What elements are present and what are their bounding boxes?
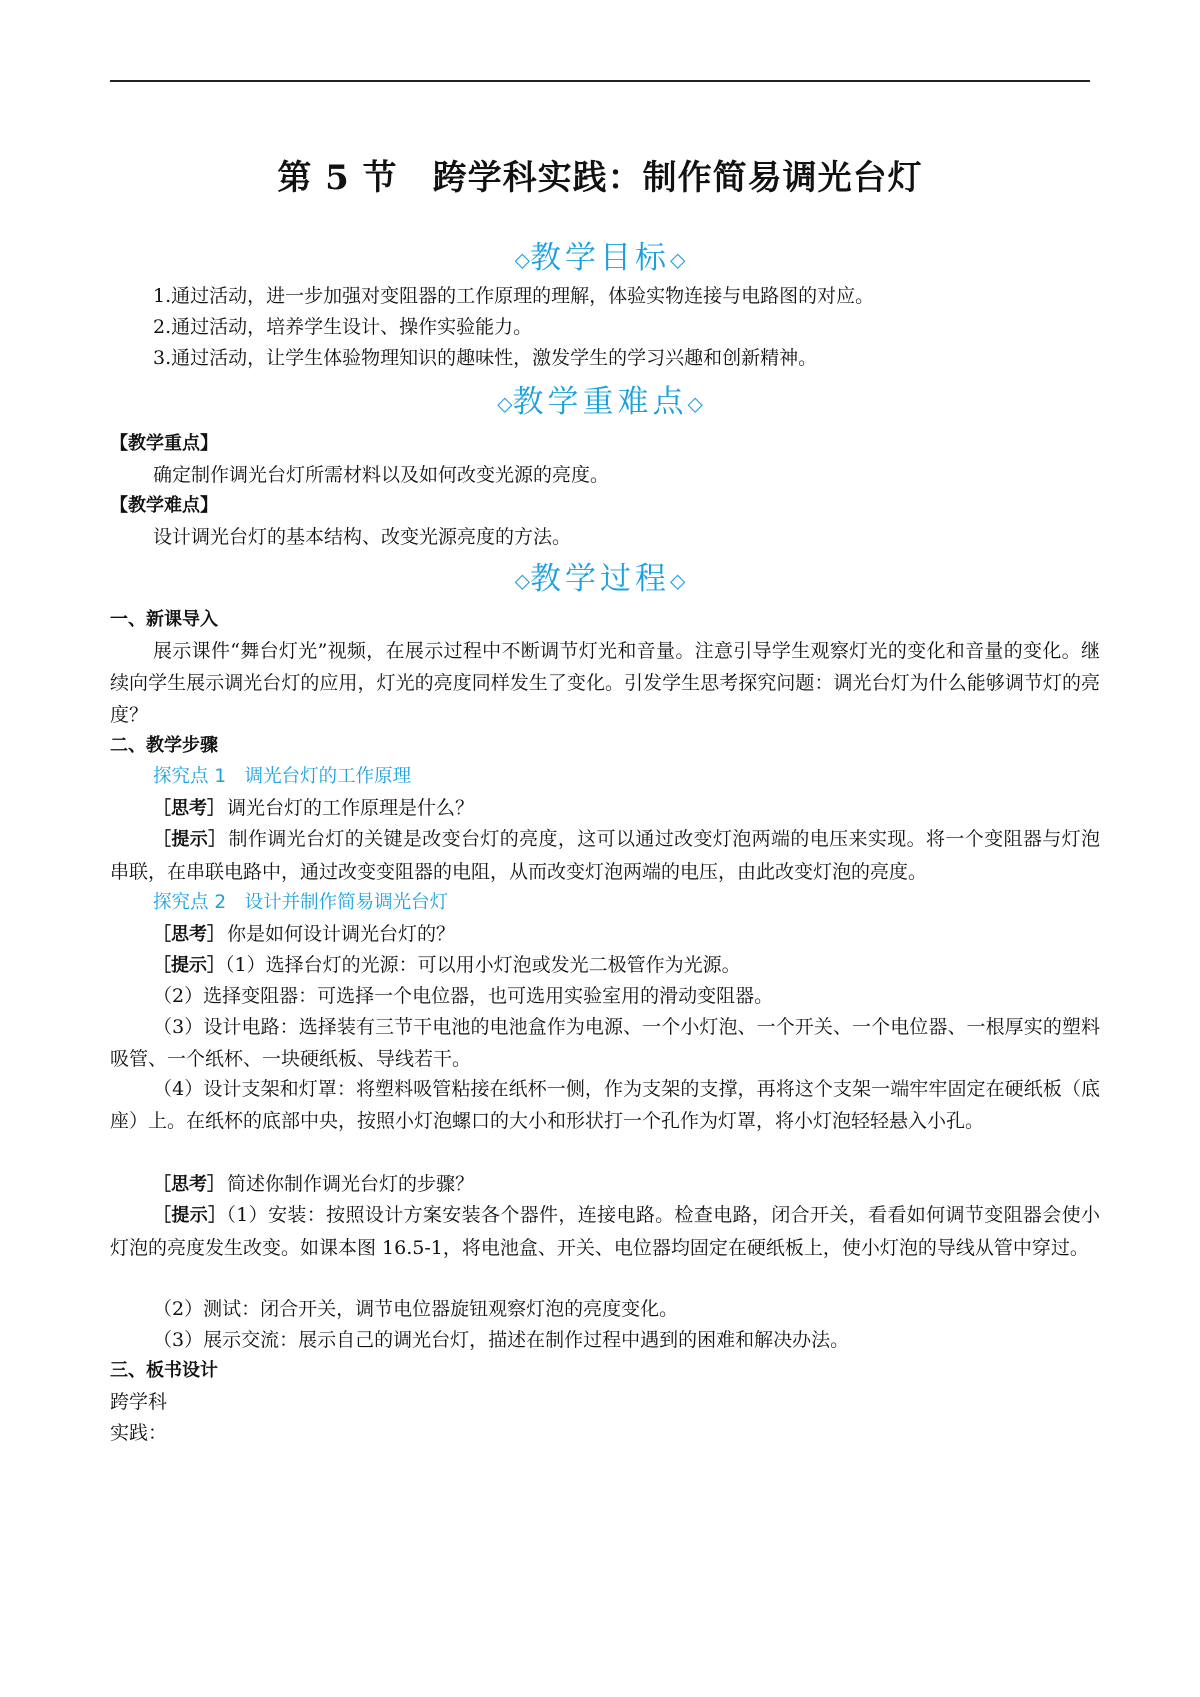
probe-2-hint-1 — [153, 949, 1100, 982]
key-text: 确定制作调光台灯所需材料以及如何改变光源的亮度。 — [153, 464, 610, 486]
objective-3: 3.通过活动，让学生体验物理知识的趣味性，激发学生的学习兴趣和创新精神。 — [153, 347, 818, 369]
think-tag: ［思考］ — [153, 1174, 225, 1195]
heading-key-points-text: 教学重难点 — [512, 384, 688, 420]
probe-1-title: 探究点 1 调光台灯的工作原理 — [153, 766, 412, 787]
think-tag: ［思考］ — [153, 798, 225, 819]
section-3-title: 三、板书设计 — [110, 1360, 218, 1381]
think-tag: ［思考］ — [153, 924, 225, 945]
heading-process — [110, 553, 1090, 598]
difficult-text: 设计调光台灯的基本结构、改变光源亮度的方法。 — [153, 526, 572, 548]
think-text: 简述你制作调光台灯的步骤？ — [227, 1173, 475, 1195]
key-label: 【教学重点】 — [110, 433, 218, 454]
diamond-icon: ◇ — [670, 568, 686, 593]
probe-2-hint-3: （3）设计电路：选择装有三节干电池的电池盒作为电源、一个小灯泡、一个开关、一个电位器、一根厚实的塑料吸管、一个纸杯、一块硬纸板、导线若干。 — [110, 1016, 1100, 1070]
diamond-icon: ◇ — [497, 391, 513, 416]
section-2-title: 二、教学步骤 — [110, 735, 218, 756]
heading-key-points — [110, 376, 1090, 421]
hint-text: 制作调光台灯的关键是改变台灯的亮度，这可以通过改变灯泡两端的电压来实现。将一个变阻器与灯泡串联，在串联电路中，通过改变变阻器的电阻，从而改变灯泡两端的电压，由此改变灯泡的亮度。 — [110, 828, 1100, 883]
think-text: 调光台灯的工作原理是什么？ — [227, 797, 475, 819]
board-line-2: 实践： — [110, 1422, 168, 1444]
probe-2-think-2 — [153, 1168, 1100, 1201]
probe-2-hint-2: （2）选择变阻器：可选择一个电位器，也可选用实验室用的滑动变阻器。 — [153, 985, 774, 1007]
difficult-label: 【教学难点】 — [110, 495, 218, 516]
page-title: 第 5 节 跨学科实践：制作简易调光台灯 — [277, 158, 923, 198]
probe-2-title: 探究点 2 设计并制作简易调光台灯 — [153, 892, 449, 913]
probe-2-step-2: （2）测试：闭合开关，调节电位器旋钮观察灯泡的亮度变化。 — [153, 1298, 679, 1320]
hint-tag: ［提示］ — [153, 955, 225, 976]
section-1-title: 一、新课导入 — [110, 609, 218, 630]
probe-2-think — [153, 918, 1100, 951]
hint-text: （1）选择台灯的光源：可以用小灯泡或发光二极管作为光源。 — [225, 954, 741, 976]
heading-objectives — [110, 232, 1090, 277]
diamond-icon: ◇ — [514, 568, 530, 593]
heading-process-text: 教学过程 — [530, 561, 670, 597]
hint-tag: ［提示］ — [153, 829, 227, 850]
board-line-1: 跨学科 — [110, 1391, 168, 1413]
objective-1: 1.通过活动，进一步加强对变阻器的工作原理的理解，体验实物连接与电路图的对应。 — [153, 285, 875, 307]
think-text: 你是如何设计调光台灯的？ — [227, 923, 456, 945]
probe-1-hint — [110, 823, 1100, 888]
heading-objectives-text: 教学目标 — [530, 240, 670, 276]
objective-2: 2.通过活动，培养学生设计、操作实验能力。 — [153, 316, 533, 338]
probe-1-think — [153, 792, 1100, 825]
diamond-icon: ◇ — [687, 391, 703, 416]
top-rule — [110, 80, 1090, 82]
probe-2-step-3: （3）展示交流：展示自己的调光台灯，描述在制作过程中遇到的困难和解决办法。 — [153, 1329, 850, 1351]
diamond-icon: ◇ — [514, 247, 530, 272]
probe-2-hint-4: （4）设计支架和灯罩：将塑料吸管粘接在纸杯一侧，作为支架的支撑，再将这个支架一端牢牢固定在硬纸板（底座）上。在纸杯的底部中央，按照小灯泡螺口的大小和形状打一个孔作为灯罩，将小灯泡轻轻悬入小孔。 — [110, 1078, 1100, 1132]
hint-tag: ［提示］ — [153, 1205, 227, 1226]
step-text: （1）安装：按照设计方案安装各个器件，连接电路。检查电路，闭合开关，看看如何调节变阻器会使小灯泡的亮度发生改变。如课本图 16.5-1，将电池盒、开关、电位器均固定在硬纸板上，使小灯泡的导线从管中穿过。 — [110, 1204, 1100, 1259]
diamond-icon: ◇ — [670, 247, 686, 272]
section-1-text: 展示课件“舞台灯光”视频，在展示过程中不断调节灯光和音量。注意引导学生观察灯光的变化和音量的变化。继续向学生展示调光台灯的应用，灯光的亮度同样发生了变化。引发学生思考探究问题：调光台灯为什么能够调节灯的亮度？ — [110, 640, 1100, 726]
probe-2-step-1 — [110, 1199, 1100, 1264]
